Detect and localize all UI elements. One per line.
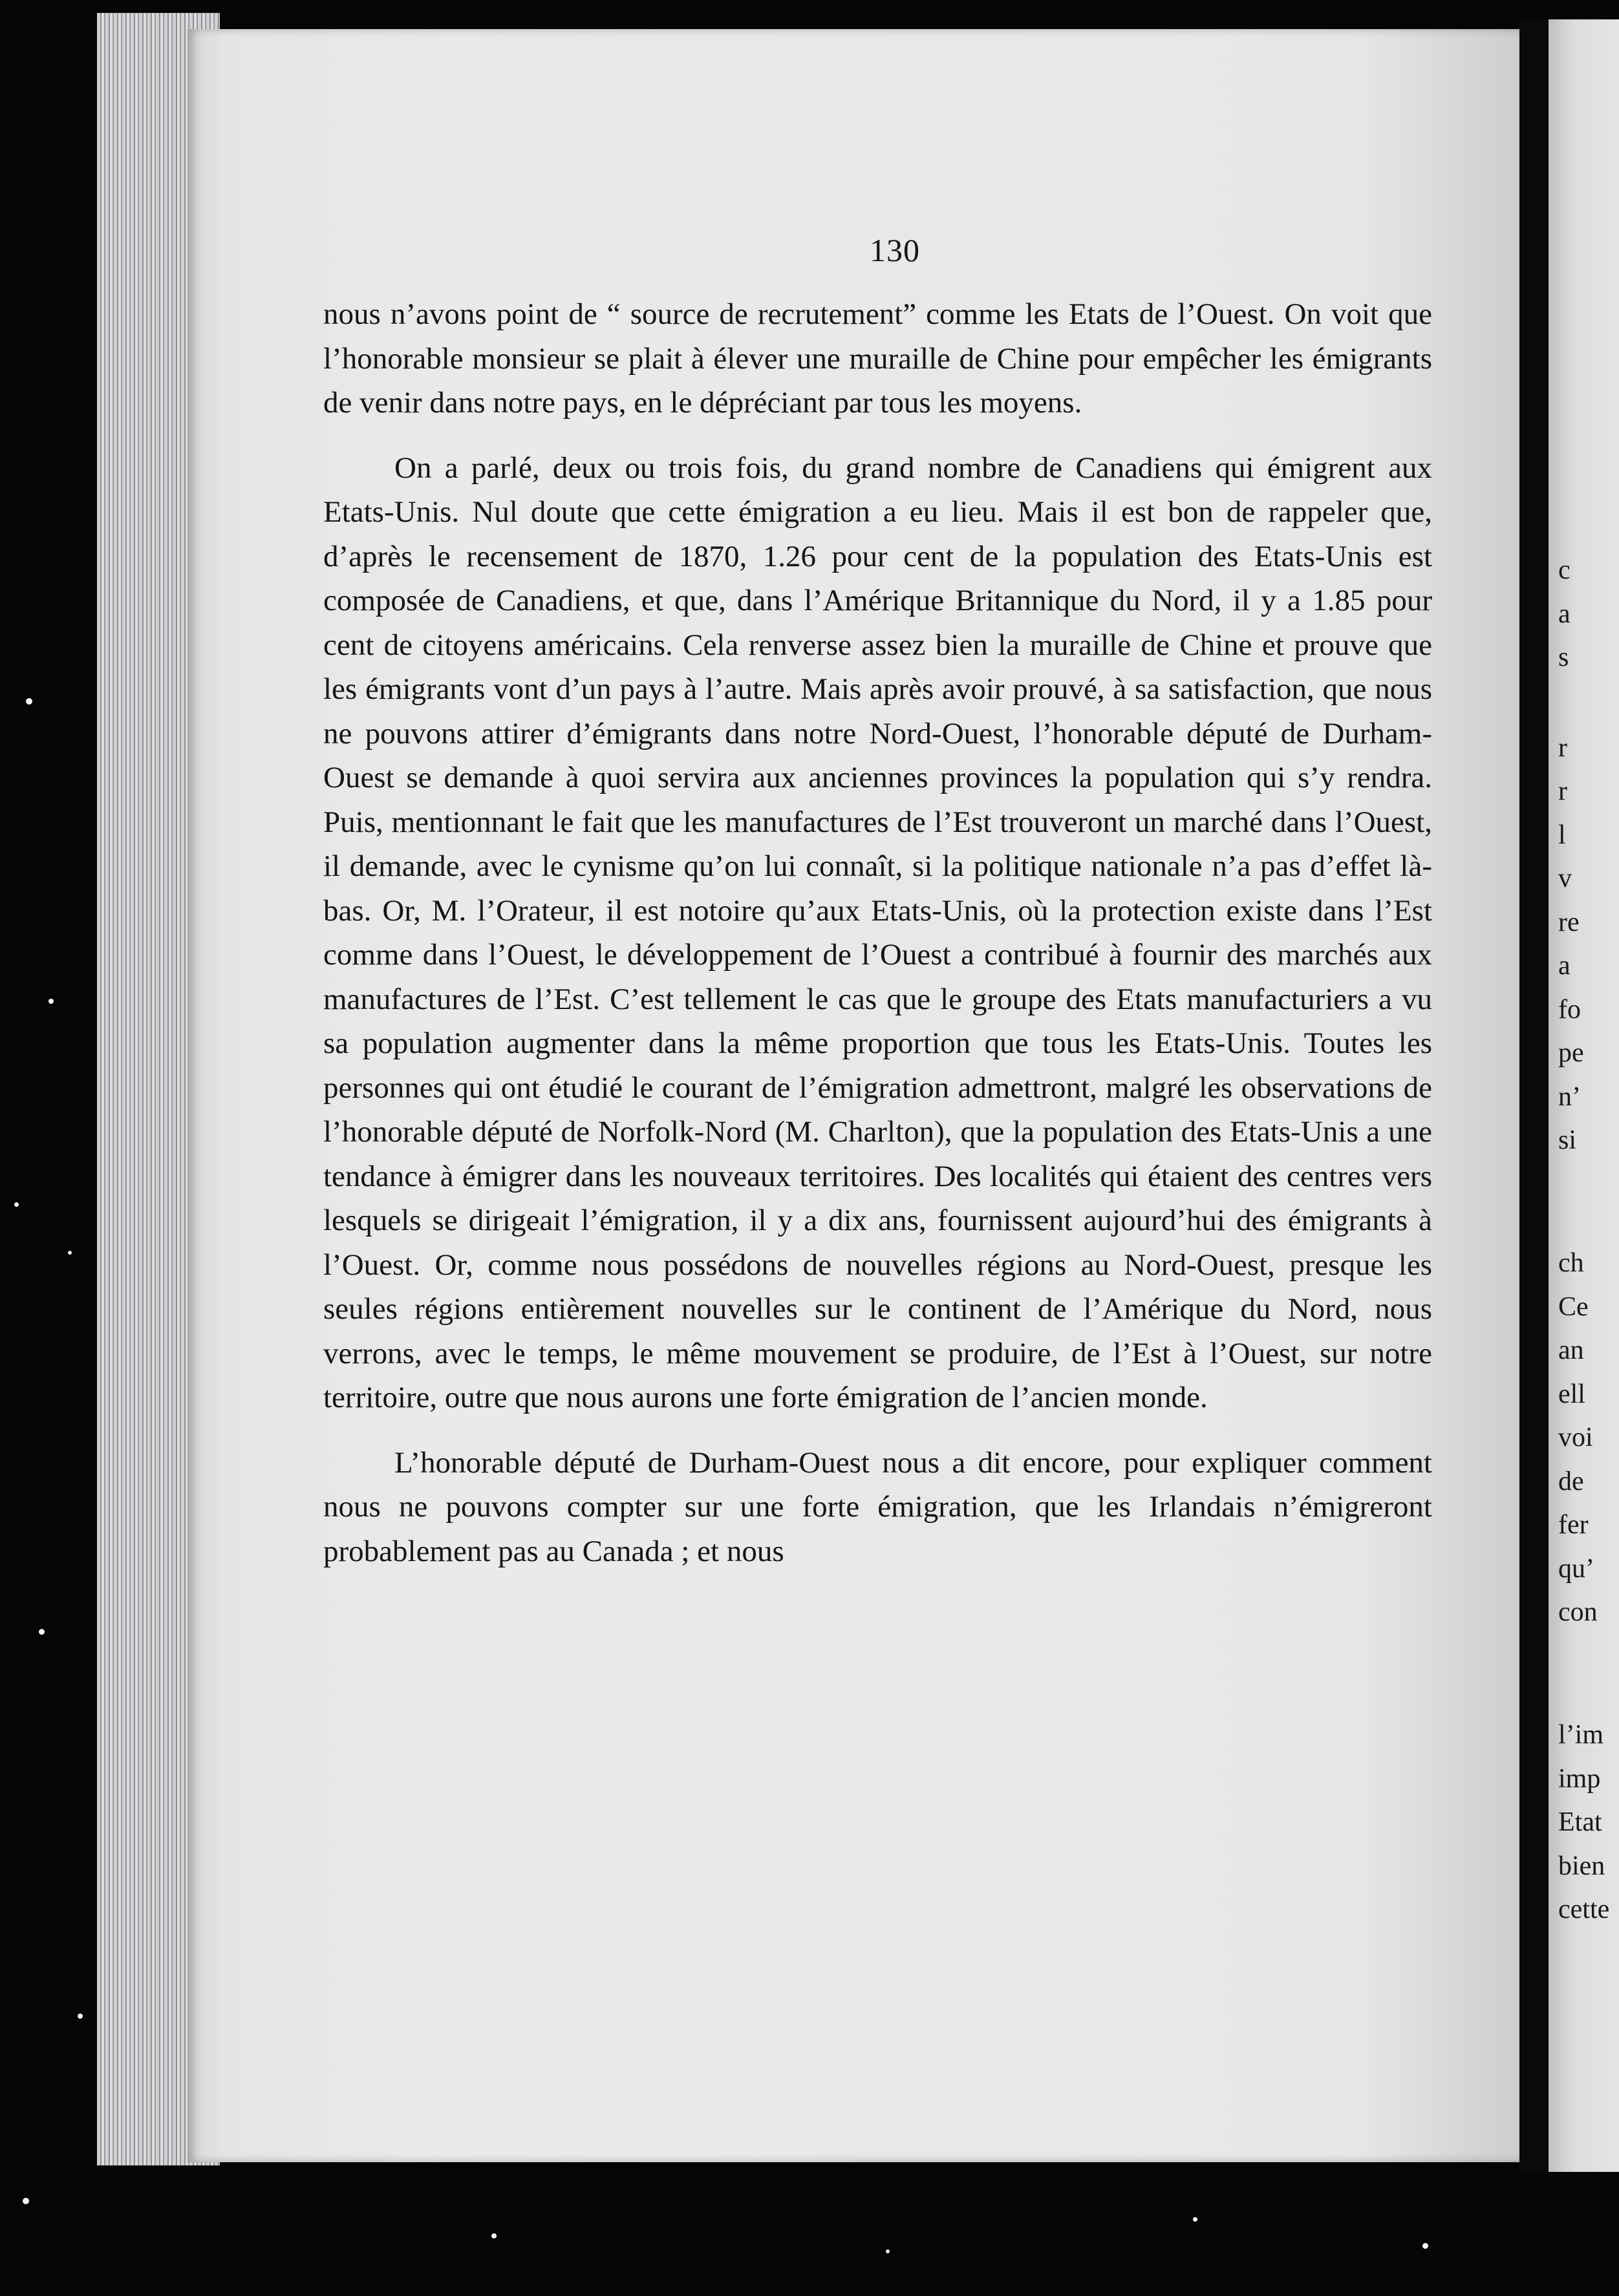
dust-speck	[1193, 2217, 1197, 2222]
adjacent-fragment: qu’	[1558, 1554, 1594, 1584]
adjacent-fragment: si	[1558, 1125, 1577, 1155]
adjacent-fragment: de	[1558, 1467, 1584, 1496]
adjacent-fragment: a	[1558, 951, 1571, 981]
dust-speck	[23, 2198, 29, 2204]
adjacent-fragment: re	[1558, 908, 1580, 937]
adjacent-fragment: Ce	[1558, 1292, 1589, 1322]
adjacent-fragment: bien	[1558, 1851, 1605, 1881]
adjacent-fragment: l	[1558, 820, 1566, 850]
adjacent-fragment: fo	[1558, 995, 1581, 1025]
paragraph-irish-emigration: L’honorable député de Durham-Ouest nous a dit encore, pour expliquer comment nous ne pouvons compter sur une forte émigration, que les Irlandais n’émigreront probablement pas au Canada ; et nous	[323, 1445, 1432, 1568]
dust-speck	[14, 1202, 19, 1207]
adjacent-fragment: ell	[1558, 1379, 1585, 1409]
dust-speck	[886, 2249, 890, 2253]
adjacent-fragment: Etat	[1558, 1807, 1602, 1837]
page-gutter	[1519, 19, 1552, 2172]
adjacent-fragment: fer	[1558, 1510, 1589, 1540]
dust-speck	[78, 2014, 83, 2019]
adjacent-fragment: n’	[1558, 1082, 1581, 1112]
dust-speck	[39, 1629, 45, 1635]
adjacent-page-text	[1558, 0, 1619, 2152]
adjacent-fragment: l’im	[1558, 1720, 1603, 1750]
adjacent-fragment: r	[1558, 776, 1567, 806]
adjacent-fragment: con	[1558, 1597, 1598, 1627]
adjacent-fragment: pe	[1558, 1038, 1584, 1068]
adjacent-fragment: s	[1558, 643, 1569, 672]
adjacent-fragment: an	[1558, 1335, 1584, 1365]
adjacent-fragment: v	[1558, 864, 1572, 893]
dust-speck	[491, 2233, 497, 2238]
paragraph-emigration: On a parlé, deux ou trois fois, du grand nombre de Canadiens qui émigrent aux Etats-Unis. Nul doute que cette émigration a eu lieu. Mais il est bon de rappeler que, d’après le recensement de 1870, 1.26 pour cent de la population des Etats-Unis est composée de Canadiens, et que, dans l’Amérique Britannique du Nord, il y a 1.85 pour cent de citoyens américains. Cela renverse assez bien la muraille de Chine et prouve que les émigrants vont d’un pays à l’autre. Mais après avoir prouvé, à sa satisfaction, que nous ne pouvons attirer d’émigrants dans notre Nord-Ouest, l’honorable député de Durham-Ouest se demande à quoi servira aux anciennes provinces la population qui s’y rendra. Puis, mentionnant le fait que les manufactures de l’Est trouveront un marché dans l’Ouest, il demande, avec le cynisme qu’on lui connaît, si la politique nationale n’a pas d’effet là-bas. Or, M. l’Orateur, il est notoire qu’aux Etats-Unis, où la protection existe dans l’Est comme dans l’Ouest, le développement de l’Ouest a contribué à fournir des marchés aux manufactures de l’Est. C’est tellement le cas que le groupe des Etats manufacturiers a vu sa population augmenter dans la même proportion que tous les Etats-Unis. Toutes les personnes qui ont étudié le courant de l’émigration admettront, malgré les observations de l’honorable député de Norfolk-Nord (M. Charlton), que la population des Etats-Unis a une tendance à émigrer dans les nouveaux territoires. Des localités qui étaient des centres vers lesquels se dirigeait l’émigration, il y a dix ans, fournissent aujourd’hui des émigrants à l’Ouest. Or, comme nous possédons de nouvelles régions au Nord-Ouest, presque les seules régions entièrement nouvelles sur le continent de l’Amérique du Nord, nous verrons, avec le temps, le même mouvement se produire, de l’Est à l’Ouest, sur notre territoire, outre que nous aurons une forte émigration de l’ancien monde.	[323, 451, 1432, 1414]
page-body-text	[323, 292, 1432, 1594]
paragraph-continuation: nous n’avons point de “ source de recrutement” comme les Etats de l’Ouest. On voit que l’honorable monsieur se plait à élever une muraille de Chine pour empêcher les émigrants de venir dans notre pays, en le dépréciant par tous les moyens.	[323, 297, 1432, 420]
page-number: 130	[870, 232, 920, 268]
adjacent-fragment: a	[1558, 599, 1571, 629]
dust-speck	[68, 1251, 72, 1255]
adjacent-fragment: c	[1558, 555, 1571, 585]
adjacent-fragment: cette	[1558, 1895, 1610, 1924]
adjacent-fragment: imp	[1558, 1764, 1601, 1794]
adjacent-fragment: r	[1558, 733, 1567, 763]
adjacent-fragment: voi	[1558, 1423, 1593, 1452]
dust-speck	[26, 698, 32, 705]
adjacent-fragment: ch	[1558, 1248, 1584, 1278]
dust-speck	[48, 999, 54, 1004]
dust-speck	[1422, 2243, 1428, 2249]
